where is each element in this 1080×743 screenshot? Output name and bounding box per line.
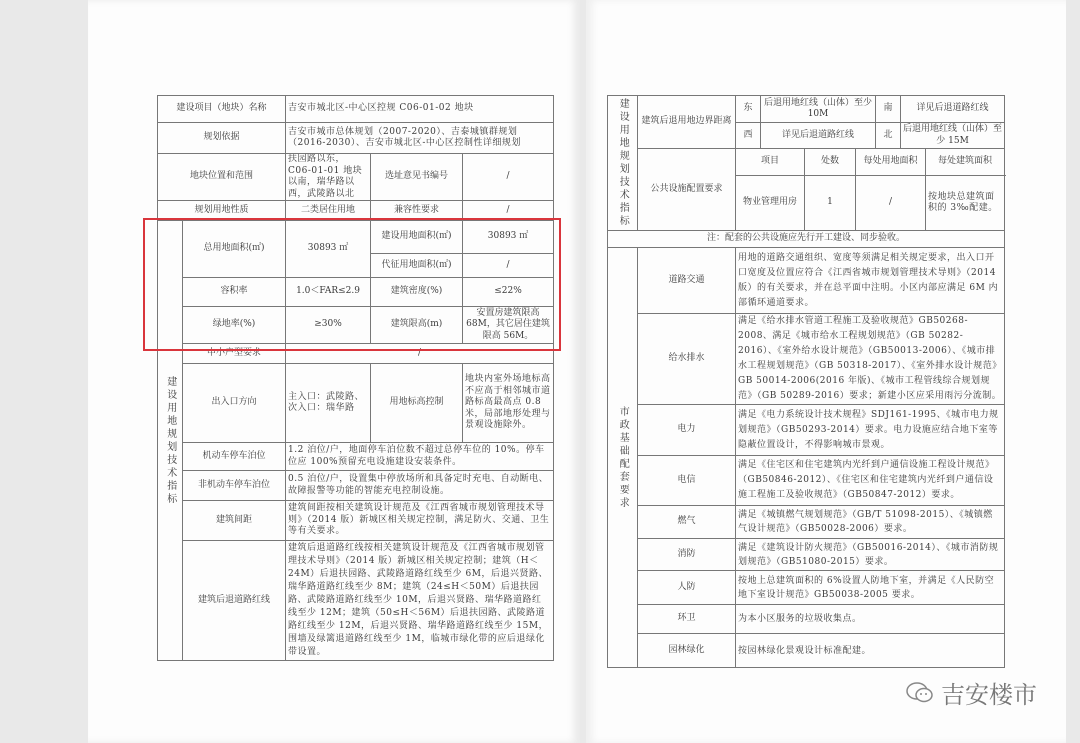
landuse-label: 规划用地性质 xyxy=(158,201,286,221)
spacing-label: 建筑间距 xyxy=(183,501,286,541)
south-label: 南 xyxy=(876,96,901,123)
elev-label: 用地标高控制 xyxy=(371,364,463,443)
municipal-row xyxy=(608,248,1005,314)
planning-conditions-table-left xyxy=(157,95,554,661)
municipal-item-value: 满足《给水排水管道工程施工及验收规范》GB50268-2008、满足《城市给水工程规划规范》（GB 50282-2016）、《室外给水设计规范》（GB50013-2006）、《城市排水工程规划规范》（GB 50318-2017）、《室外排水设计规范》GB 50014-2006(2016 年版)、《城市工程管线综合规划规范》（GB 50289-2016）要求；新建小区应采用雨污分流制。 xyxy=(736,314,1005,405)
green-label: 绿地率(%) xyxy=(183,307,286,344)
density-value: ≤22% xyxy=(463,278,554,307)
municipal-item-label: 道路交通 xyxy=(638,248,736,314)
north-label: 北 xyxy=(876,123,901,149)
landuse-value: 二类居住用地 xyxy=(286,201,371,221)
height-label: 建筑限高(m) xyxy=(371,307,463,344)
green-value: ≥30% xyxy=(286,307,371,344)
south-value: 详见后退道路红线 xyxy=(901,96,1005,123)
wechat-icon xyxy=(905,680,935,706)
municipal-item-label: 消防 xyxy=(638,539,736,571)
entrance-label: 出入口方向 xyxy=(183,364,286,443)
elev-value: 地块内室外场地标高不应高于相邻城市道路标高最高点 0.8 米，局部地形处理与景观设施除外。 xyxy=(463,364,554,443)
facility-cell: / xyxy=(856,176,926,231)
municipal-item-label: 环卫 xyxy=(638,605,736,634)
project-value: 吉安市城北区-中心区控规 C06-01-02 地块 xyxy=(286,96,554,123)
total-area-label: 总用地面积(㎡) xyxy=(183,221,286,278)
east-label: 东 xyxy=(736,96,761,123)
municipal-item-label: 燃气 xyxy=(638,506,736,539)
basis-label: 规划依据 xyxy=(158,123,286,154)
municipal-item-value: 满足《城镇燃气规划规范》（GB/T 51098-2015）、《城镇燃气设计规范》（GB50028-2006）要求。 xyxy=(736,506,1005,539)
facility-label: 公共设施配置要求 xyxy=(638,149,736,231)
setback-value: 建筑后退道路红线按相关建筑设计规范及《江西省城市规划管理技术导则》（2014 版）新城区相关规定控制；建筑（H＜24M）后退扶园路、武陵路道路红线至少 6M，后退兴贤路、瑞华路道路红线至少 8M；建筑（24≤H＜50M）后退扶园路、武陵路道路红线至少 10M，后退兴贤路、瑞华路道路红线至少 12M；建筑（50≤H＜56M）后退扶园路、武陵路道路红线至少 12M，后退兴贤路、瑞华路道路红线至少 15M，围墙及绿篱退道路红线至少 1M，临城市绿化带的应后退绿化带设置。 xyxy=(286,541,554,661)
section-label: 建设用地规划技术指标 xyxy=(158,221,183,661)
basis-value: 吉安市城市总体规划（2007-2020）、吉泰城镇群规划（2016-2030）、吉安市城北区-中心区控制性详细规划 xyxy=(286,123,554,154)
municipal-item-value: 按地上总建筑面积的 6%设置人防地下室，并满足《人民防空地下室设计规范》GB50038-2005 要求。 xyxy=(736,571,1005,605)
site-no-label: 选址意见书编号 xyxy=(371,154,463,201)
spacing-value: 建筑间距按相关建筑设计规范及《江西省城市规划管理技术导则》（2014 版）新城区相关规定控制，满足防火、交通、卫生等有关要求。 xyxy=(286,501,554,541)
total-area-value: 30893 ㎡ xyxy=(286,221,371,278)
municipal-item-label: 人防 xyxy=(638,571,736,605)
small-unit-value: / xyxy=(286,344,554,364)
east-value: 后退用地红线（山体）至少 10M xyxy=(761,96,876,123)
municipal-row xyxy=(608,571,1005,605)
build-area-value: 30893 ㎡ xyxy=(463,221,554,254)
location-value: 扶园路以东，C06-01-01 地块以南，瑞华路以西，武陵路以北 xyxy=(286,154,371,201)
municipal-row xyxy=(608,539,1005,571)
parking-label: 机动车停车泊位 xyxy=(183,443,286,471)
setback-label: 建筑后退道路红线 xyxy=(183,541,286,661)
facility-cell: 1 xyxy=(805,176,856,231)
west-value: 详见后退道路红线 xyxy=(761,123,876,149)
boundary-label: 建筑后退用地边界距离 xyxy=(638,96,736,149)
municipal-item-value: 为本小区服务的垃圾收集点。 xyxy=(736,605,1005,634)
far-label: 容积率 xyxy=(183,278,286,307)
municipal-row xyxy=(608,605,1005,634)
small-unit-label: 中小户型要求 xyxy=(183,344,286,364)
proxy-area-value: / xyxy=(463,254,554,278)
entrance-value: 主入口：武陵路、次入口：瑞华路 xyxy=(286,364,371,443)
watermark-text: 吉安楼市 xyxy=(941,681,1037,709)
municipal-row xyxy=(608,405,1005,456)
height-value: 安置房建筑限高68M，其它居住建筑限高 56M。 xyxy=(463,307,554,344)
municipal-item-value: 用地的道路交通组织、宽度等须满足相关规定要求，出入口开口宽度及位置应符合《江西省城市规划管理技术导则》（2014 版）的有关要求，并在总平面中注明。小区内部应满足 6M 内部循环通道要求。 xyxy=(736,248,1005,314)
municipal-item-label: 园林绿化 xyxy=(638,634,736,668)
highlight-box xyxy=(143,218,561,351)
section-label-right: 建设用地规划技术指标 xyxy=(608,96,638,231)
north-value: 后退用地红线（山体）至少 15M xyxy=(901,123,1005,149)
bike-value: 0.5 泊位/户，设置集中停放场所和具备定时充电、自动断电、故障报警等功能的智能充电控制设施。 xyxy=(286,471,554,501)
far-value: 1.0＜FAR≤2.9 xyxy=(286,278,371,307)
planning-conditions-table-right xyxy=(607,95,1005,668)
municipal-row xyxy=(608,456,1005,506)
facility-header: 每处用地面积 xyxy=(856,149,926,176)
compat-label: 兼容性要求 xyxy=(371,201,463,221)
municipal-item-label: 电信 xyxy=(638,456,736,506)
municipal-row xyxy=(608,314,1005,405)
municipal-item-value: 满足《电力系统设计技术规程》SDJ161-1995、《城市电力规划规范》（GB50293-2014）要求。电力设施应结合地下室等隐蔽位置设计，不得影响城市景观。 xyxy=(736,405,1005,456)
site-no-value: / xyxy=(463,154,554,201)
municipal-item-label: 给水排水 xyxy=(638,314,736,405)
municipal-item-label: 电力 xyxy=(638,405,736,456)
municipal-item-value: 满足《住宅区和住宅建筑内光纤到户通信设施工程设计规范》（GB50846-2012）、《住宅区和住宅建筑内光纤到户通信设施工程施工及验收规范》（GB50847-2012）要求。 xyxy=(736,456,1005,506)
west-label: 西 xyxy=(736,123,761,149)
municipal-row xyxy=(608,506,1005,539)
facility-cell: 按地块总建筑面积的 3‰配建。 xyxy=(926,176,1005,231)
parking-value: 1.2 泊位/户，地面停车泊位数不超过总停车位的 10%。停车位应 100%预留充电设施建设安装条件。 xyxy=(286,443,554,471)
bike-label: 非机动车停车泊位 xyxy=(183,471,286,501)
proxy-area-label: 代征用地面积(㎡) xyxy=(371,254,463,278)
municipal-label: 市政基础配套要求 xyxy=(608,248,638,668)
project-label: 建设项目（地块）名称 xyxy=(158,96,286,123)
municipal-item-value: 满足《建筑设计防火规范》（GB50016-2014）、《城市消防规划规范》（GB51080-2015）要求。 xyxy=(736,539,1005,571)
note: 注：配套的公共设施应先行开工建设、同步验收。 xyxy=(608,231,1005,248)
facility-header: 项目 xyxy=(736,149,805,176)
density-label: 建筑密度(%) xyxy=(371,278,463,307)
facility-cell: 物业管理用房 xyxy=(736,176,805,231)
municipal-row xyxy=(608,634,1005,668)
compat-value: / xyxy=(463,201,554,221)
watermark xyxy=(905,675,1037,710)
build-area-label: 建设用地面积(㎡) xyxy=(371,221,463,254)
facility-header: 处数 xyxy=(805,149,856,176)
facility-header: 每处建筑面积 xyxy=(926,149,1005,176)
municipal-item-value: 按园林绿化景观设计标准配建。 xyxy=(736,634,1005,668)
location-label: 地块位置和范围 xyxy=(158,154,286,201)
